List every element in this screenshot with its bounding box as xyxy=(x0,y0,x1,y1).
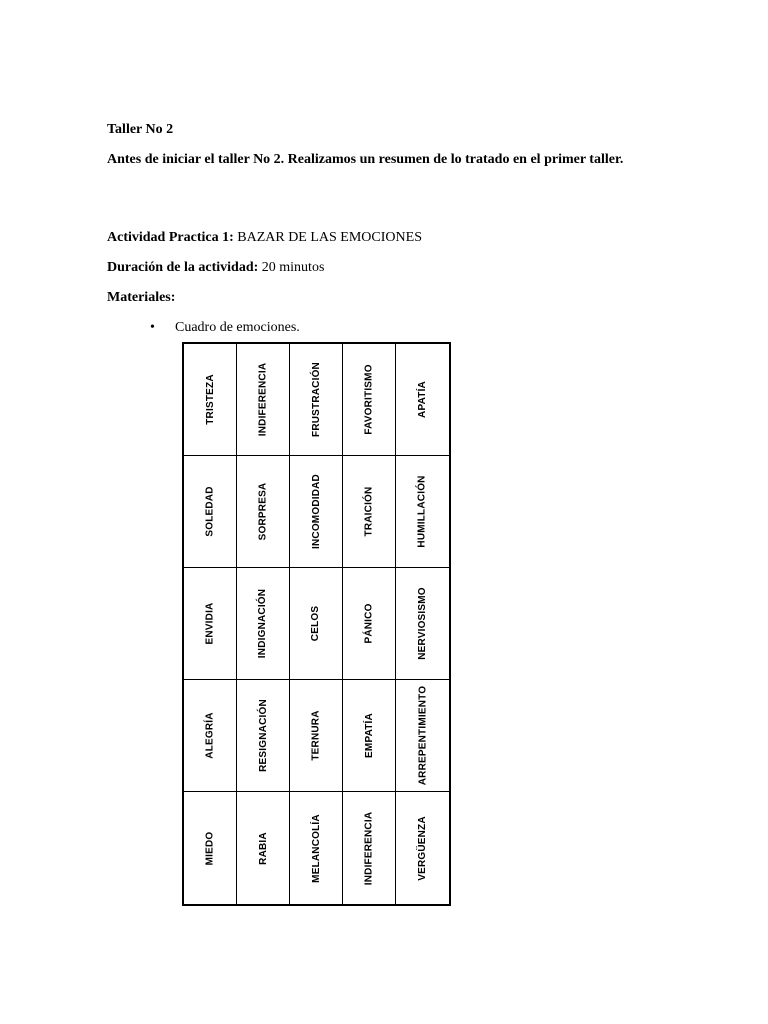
emotion-label: ARREPENTIMIENTO xyxy=(417,685,428,786)
activity-heading xyxy=(107,228,422,248)
emotion-cell xyxy=(290,792,343,904)
emotion-cell xyxy=(237,792,290,904)
emotion-label: CELOS xyxy=(310,605,322,642)
emotion-cell xyxy=(396,680,449,792)
emotion-label: HUMILLACIÓN xyxy=(417,475,429,548)
emotion-label: RABIA xyxy=(257,831,269,865)
emotion-cell xyxy=(237,568,290,680)
emotion-label: INDIFERENCIA xyxy=(363,811,375,885)
emotion-label: VERGÜENZA xyxy=(417,815,428,881)
emotion-label: TERNURA xyxy=(310,710,322,761)
emotion-cell xyxy=(237,680,290,792)
emotion-label: TRISTEZA xyxy=(204,374,216,425)
emotion-label: FRUSTRACIÓN xyxy=(310,362,322,437)
emotion-cell xyxy=(237,456,290,568)
emotion-label: INDIGNACIÓN xyxy=(257,588,269,659)
emotion-label: SORPRESA xyxy=(257,482,269,541)
emotion-cell xyxy=(343,568,396,680)
emotion-label: PÁNICO xyxy=(363,603,375,644)
emotion-label: FAVORITISMO xyxy=(363,364,375,435)
emotion-label: ALEGRÍA xyxy=(204,712,216,759)
emotion-cell xyxy=(290,456,343,568)
workshop-title: Taller No 2 xyxy=(107,122,174,137)
emotion-table xyxy=(182,342,451,906)
emotion-cell xyxy=(396,344,449,456)
emotion-label: RESIGNACIÓN xyxy=(257,699,269,772)
activity-name: BAZAR DE LAS EMOCIONES xyxy=(237,230,422,245)
materials-list-item xyxy=(150,318,300,338)
emotion-label: MIEDO xyxy=(204,831,216,865)
emotion-cell xyxy=(343,344,396,456)
emotion-cell xyxy=(396,456,449,568)
intro-paragraph: Antes de iniciar el taller No 2. Realizamos un resumen de lo tratado en el primer taller. xyxy=(107,152,624,167)
emotion-label: SOLEDAD xyxy=(204,486,216,537)
emotion-label: APATÍA xyxy=(417,381,428,418)
emotion-cell xyxy=(184,792,237,904)
emotion-cell xyxy=(396,792,449,904)
emotion-label: INDIFERENCIA xyxy=(257,362,269,437)
materials-item-text: Cuadro de emociones. xyxy=(175,320,300,335)
emotion-cell xyxy=(290,568,343,680)
emotion-cell xyxy=(396,568,449,680)
emotion-cell xyxy=(184,456,237,568)
emotion-label: NERVIOSISMO xyxy=(417,587,428,660)
duration-label: Duración de la actividad: xyxy=(107,260,259,275)
materials-label: Materiales: xyxy=(107,290,176,305)
bullet-icon: • xyxy=(150,320,155,335)
emotion-label: TRAICIÓN xyxy=(363,486,375,537)
emotion-label: ENVIDIA xyxy=(204,602,216,645)
emotion-cell xyxy=(290,680,343,792)
emotion-cell xyxy=(237,344,290,456)
emotion-cell xyxy=(184,568,237,680)
activity-label: Actividad Practica 1: xyxy=(107,230,234,245)
emotion-cell xyxy=(343,456,396,568)
emotion-cell xyxy=(290,344,343,456)
duration-line xyxy=(107,258,324,278)
emotion-label: MELANCOLÍA xyxy=(310,813,322,883)
emotion-label: INCOMODIDAD xyxy=(310,474,322,549)
duration-value: 20 minutos xyxy=(261,260,325,275)
emotion-cell xyxy=(343,792,396,904)
emotion-cell xyxy=(343,680,396,792)
emotion-label: EMPATÍA xyxy=(363,713,375,758)
emotion-cell xyxy=(184,680,237,792)
emotion-cell xyxy=(184,344,237,456)
